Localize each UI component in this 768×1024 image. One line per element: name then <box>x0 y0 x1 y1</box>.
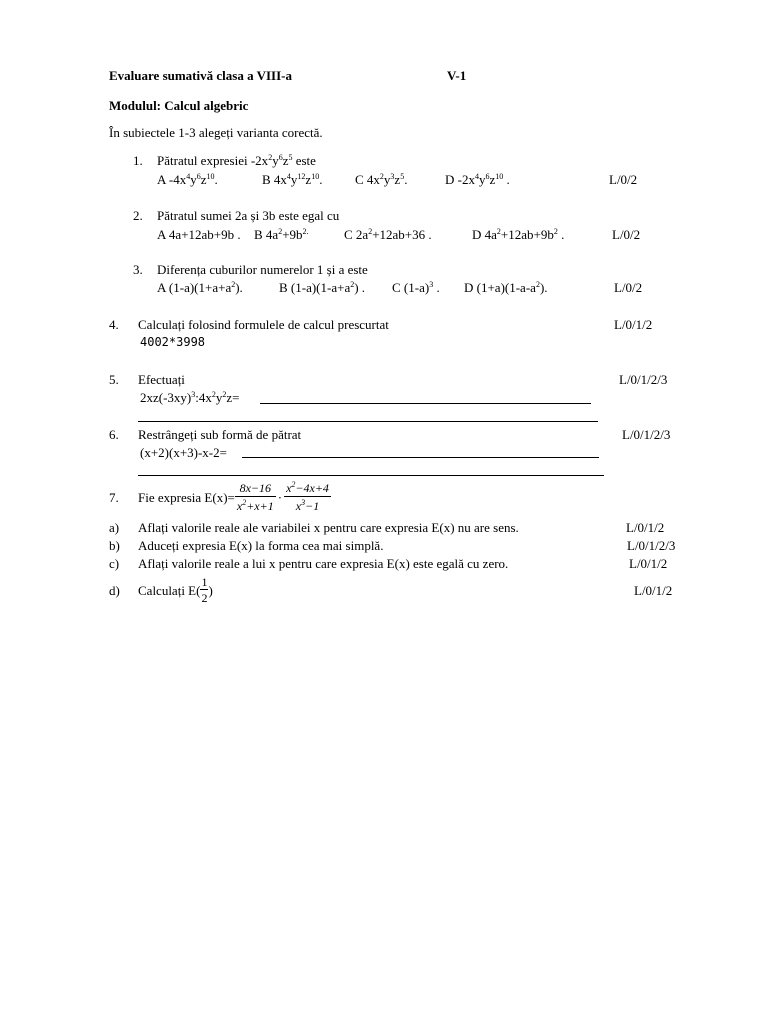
question-5-prompt: Efectuați <box>138 372 185 387</box>
question-7d-score: L/0/1/2 <box>634 583 673 598</box>
question-6-answer-line-2[interactable] <box>138 475 604 476</box>
question-3-option-a: A $(1-a)(1+a+a^2)$. <box>157 280 243 295</box>
question-7c-label: c) <box>109 556 120 571</box>
question-7a-text: Aflați valorile reale ale variabilei x pentru care expresia E(x) nu are sens. <box>138 520 519 535</box>
fraction-2: $\frac{x^2-4x+4}{x^3-1}$ <box>286 480 329 513</box>
question-5-number: 5. <box>109 372 119 387</box>
question-3-option-b: B $(1-a)(1-a+a^2)$ . <box>279 280 366 295</box>
question-5-expression: $2xz(-3xy)^3:4x^2y^2z=$ <box>140 390 240 405</box>
fraction-1: $\frac{8x-16}{x^2+x+1}$ <box>236 481 274 513</box>
question-3-option-d: D $(1+a)(1-a-a^2)$. <box>464 280 548 295</box>
question-7b-label: b) <box>109 538 120 553</box>
fraction-half: $\frac{1}{2}$ <box>201 575 208 605</box>
question-1-option-b: B $4x^4y^{12}z^{10}$. <box>262 172 323 187</box>
question-2-option-a: A 4a+12ab+9b . <box>157 227 241 242</box>
question-2-prompt: Pătratul sumei 2a și 3b este egal cu <box>157 208 340 223</box>
question-2-score: L/0/2 <box>612 227 641 242</box>
question-4-score: L/0/1/2 <box>614 317 653 332</box>
question-1-score: L/0/2 <box>609 172 638 187</box>
question-1-prompt: Pătratul expresiei $-2x^2y^6z^5$ este <box>157 153 316 168</box>
question-5-score: L/0/1/2/3 <box>619 372 668 387</box>
question-2-number: 2. <box>133 208 143 223</box>
question-5-answer-line-2[interactable] <box>138 421 598 422</box>
question-7a-label: a) <box>109 520 120 535</box>
question-1-option-a: A $-4x^4y^6z^{10}$. <box>157 172 218 187</box>
instruction-text: În subiectele 1-3 alegeți varianta corectă. <box>109 125 323 140</box>
question-1-number: 1. <box>133 153 143 168</box>
question-7b-score: L/0/1/2/3 <box>627 538 676 553</box>
module-title: Modulul: Calcul algebric <box>109 98 249 113</box>
question-6-score: L/0/1/2/3 <box>622 427 671 442</box>
question-5-answer-line[interactable] <box>260 403 591 404</box>
question-2-option-c: C $2a^2+12ab+36$ . <box>344 227 432 242</box>
question-7-number: 7. <box>109 490 119 505</box>
question-3-score: L/0/2 <box>614 280 643 295</box>
question-2-option-b: B $4a^2+9b^{2.}$ <box>254 227 309 242</box>
question-2-option-d: D $4a^2+12ab+9b^2$ . <box>472 227 565 242</box>
document-title: Evaluare sumativă clasa a VIII-a <box>109 68 292 83</box>
question-6-prompt: Restrângeți sub formă de pătrat <box>138 427 302 442</box>
question-7-expression: Fie expresia E(x)= $\frac{8x-16}{x^2+x+1}$ · $\frac{x^2-4x+4}{x^3-1}$ <box>138 480 329 513</box>
question-1-option-c: C $4x^2y^3z^5$. <box>355 172 408 187</box>
question-7d-label: d) <box>109 583 120 598</box>
question-4-number: 4. <box>109 317 119 332</box>
question-6-number: 6. <box>109 427 119 442</box>
question-1-option-d: D $-2x^4y^6z^{10}$ . <box>445 172 510 187</box>
question-7c-score: L/0/1/2 <box>629 556 668 571</box>
question-3-prompt: Diferența cuburilor numerelor 1 și a este <box>157 262 368 277</box>
question-6-answer-line[interactable] <box>242 457 599 458</box>
question-3-option-c: C $(1-a)^3$ . <box>392 280 440 295</box>
question-4-prompt: Calculați folosind formulele de calcul prescurtat <box>138 317 389 332</box>
question-7b-text: Aduceți expresia E(x) la forma cea mai simplă. <box>138 538 384 553</box>
question-3-number: 3. <box>133 262 143 277</box>
question-7a-score: L/0/1/2 <box>626 520 665 535</box>
question-6-expression: (x+2)(x+3)-x-2= <box>140 445 227 460</box>
question-4-expression: 4002*3998 <box>140 335 206 349</box>
question-7c-text: Aflați valorile reale a lui x pentru care expresia E(x) este egală cu zero. <box>138 556 509 571</box>
question-7d-text: Calculați E( $\frac{1}{2}$ ) <box>138 575 213 605</box>
variant-label: V-1 <box>447 68 467 83</box>
